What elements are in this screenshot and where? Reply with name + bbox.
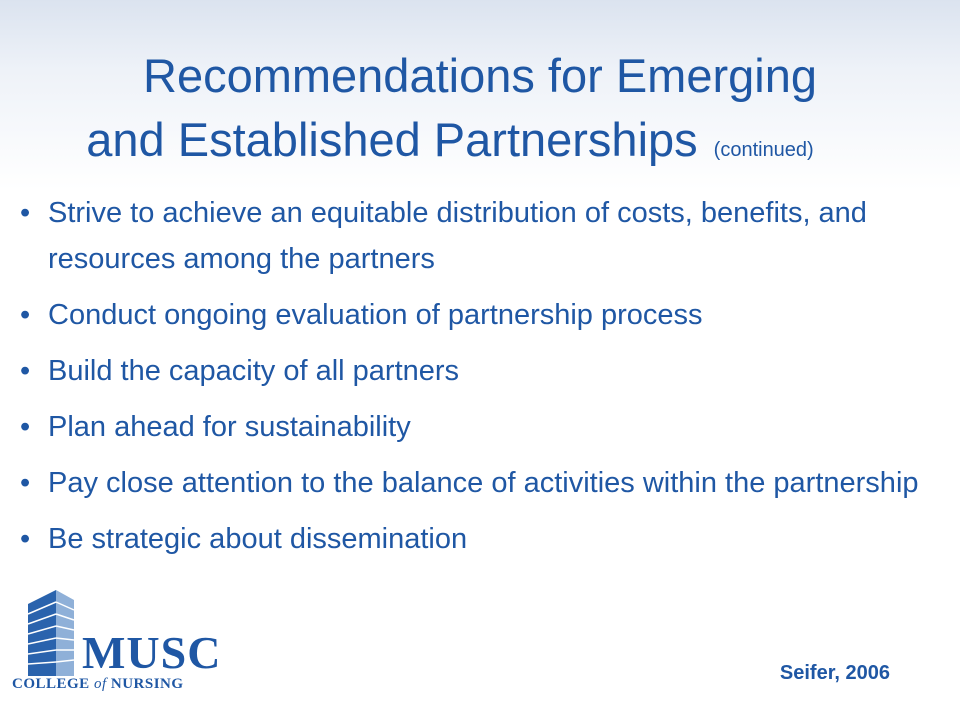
bullet-item: • Plan ahead for sustainability	[20, 404, 920, 450]
slide-title	[0, 44, 960, 182]
musc-logo	[12, 590, 222, 700]
bullet-list	[20, 190, 920, 572]
bullet-item: • Pay close attention to the balance of activities within the partnership	[20, 460, 920, 506]
bullet-item: • Be strategic about dissemination	[20, 516, 920, 562]
logo-wordmark: MUSC	[82, 627, 222, 678]
citation: Seifer, 2006	[779, 662, 890, 684]
title-line-2: and Established Partnerships	[86, 113, 698, 166]
title-suffix: (continued)	[713, 139, 814, 161]
title-line-1: Recommendations for Emerging	[143, 49, 817, 102]
logo-college: COLLEGE of NURSING	[12, 676, 184, 692]
bullet-item: • Conduct ongoing evaluation of partnership process	[20, 292, 920, 338]
bullet-item: • Strive to achieve an equitable distribution of costs, benefits, and resources among the partners	[20, 190, 920, 282]
building-icon	[22, 590, 80, 676]
bullet-item: • Build the capacity of all partners	[20, 348, 920, 394]
